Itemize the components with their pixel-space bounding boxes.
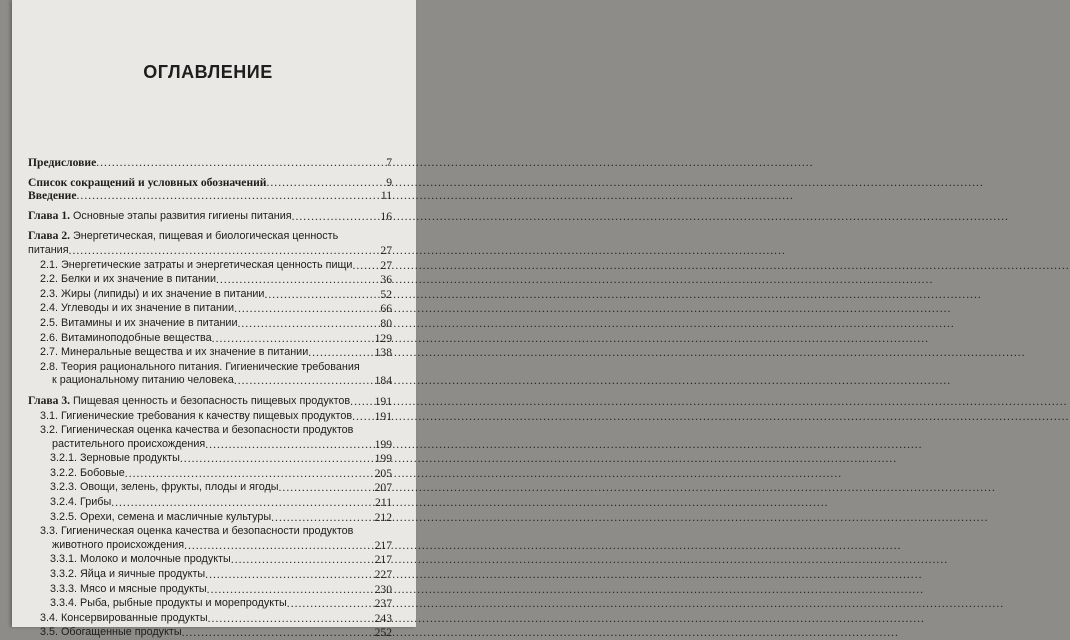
- toc-entry[interactable]: [28, 189, 392, 203]
- dot-leader: [69, 244, 380, 258]
- toc-entry-title: 3.2. Гигиеническая оценка качества и безопасности продуктов: [40, 424, 354, 437]
- toc-entry-title-continued: животного происхождения: [52, 538, 185, 551]
- toc-entry-title: Список сокращений и условных обозначений: [28, 175, 267, 189]
- toc-page-number: 199: [374, 452, 392, 466]
- toc-entry[interactable]: [28, 345, 392, 360]
- toc-entry-title: 2.3. Жиры (липиды) и их значение в питании: [40, 287, 265, 300]
- toc-entry-title: 3.4. Консервированные продукты: [40, 611, 208, 624]
- toc-entry-title: Предисловие: [28, 156, 97, 169]
- dot-leader: [267, 176, 386, 190]
- toc-page-number: 184: [374, 374, 392, 388]
- dot-leader: [292, 210, 380, 224]
- toc-page-number: 66: [380, 302, 392, 316]
- toc-entry[interactable]: [28, 582, 392, 597]
- toc-entry[interactable]: [28, 176, 392, 190]
- toc-page-number: 211: [375, 496, 392, 510]
- dot-leader: [234, 302, 379, 316]
- toc-page-number: 16: [380, 209, 392, 223]
- toc-entry[interactable]: [28, 394, 392, 409]
- toc-entry[interactable]: [28, 552, 392, 567]
- toc-entry-title-continued: растительного происхождения: [52, 437, 206, 450]
- toc-entry-title: 3.3.2. Яйца и яичные продукты: [50, 568, 206, 581]
- toc-entry[interactable]: [28, 451, 392, 466]
- dot-leader: [77, 189, 380, 203]
- toc-page-number: 217: [374, 553, 392, 567]
- toc-entry[interactable]: [28, 272, 392, 287]
- chapter-number: Глава 3.: [28, 393, 71, 407]
- dot-leader: [182, 626, 374, 640]
- toc-entry-title: 3.2.1. Зерновые продукты: [50, 452, 180, 465]
- toc-page-number: 212: [374, 510, 392, 524]
- toc-entry[interactable]: [28, 625, 392, 640]
- toc-entry-title: 3.2.4. Грибы: [50, 496, 112, 509]
- toc-entry-title: 3.1. Гигиенические требования к качеству пищевых продуктов: [40, 409, 353, 422]
- toc-entry[interactable]: [28, 524, 392, 552]
- toc-page-number: 138: [374, 346, 392, 360]
- toc-page-number: 52: [380, 287, 392, 301]
- toc-entry[interactable]: [28, 316, 392, 331]
- toc-page-number: 205: [374, 466, 392, 480]
- toc-entry-title: Основные этапы развития гигиены питания: [70, 209, 292, 222]
- toc-entry-title: 2.1. Энергетические затраты и энергетическая ценность пищи: [40, 258, 353, 271]
- toc-entry[interactable]: [28, 409, 392, 424]
- toc-entry[interactable]: [28, 567, 392, 582]
- toc-entry-title-continued: питания: [28, 243, 69, 256]
- toc-page-number: 80: [380, 316, 392, 330]
- toc-entry[interactable]: [28, 466, 392, 481]
- dot-leader: [279, 481, 374, 495]
- toc-entry-title: 3.2.2. Бобовые: [50, 466, 125, 479]
- dot-leader: [125, 467, 374, 481]
- toc-entry[interactable]: [28, 510, 392, 525]
- dot-leader: [287, 597, 374, 611]
- dot-leader: [234, 374, 374, 388]
- toc-page-number: 252: [374, 626, 392, 640]
- dot-leader: [350, 395, 373, 409]
- toc-entry[interactable]: [28, 331, 392, 346]
- toc-page-number: 129: [374, 331, 392, 345]
- toc-page-number: 230: [374, 582, 392, 596]
- dot-leader: [352, 259, 379, 273]
- toc-entry[interactable]: [28, 301, 392, 316]
- toc-entry-title: 3.5. Обогащенные продукты: [40, 626, 182, 639]
- toc-entry-title: 3.2.5. Орехи, семена и масличные культуры: [50, 510, 272, 523]
- toc-entry-title: 3.2.3. Овощи, зелень, фрукты, плоды и ягоды: [50, 481, 279, 494]
- dot-leader: [237, 317, 379, 331]
- toc-page-number: 7: [386, 156, 392, 169]
- toc-entry-title: Пищевая ценность и безопасность пищевых продуктов: [70, 394, 351, 407]
- toc-entry[interactable]: [28, 229, 392, 257]
- toc-page-number: 217: [374, 538, 392, 552]
- toc-page-number: 191: [374, 394, 392, 408]
- toc-entry-title: Введение: [28, 189, 77, 203]
- toc-entry-title: 3.3.1. Молоко и молочные продукты: [50, 553, 231, 566]
- dot-leader: [184, 539, 374, 553]
- page-title: ОГЛАВЛЕНИЕ: [143, 62, 273, 82]
- toc-entry-title-continued: к рациональному питанию человека: [52, 374, 234, 387]
- dot-leader: [207, 583, 374, 597]
- toc-page-number: 243: [374, 611, 392, 625]
- chapter-number: Глава 2.: [28, 229, 71, 243]
- toc-page-number: 27: [380, 243, 392, 257]
- toc-entry-title: 2.5. Витамины и их значение в питании: [40, 316, 238, 329]
- toc-entry[interactable]: [28, 596, 392, 611]
- toc-entry[interactable]: [28, 287, 392, 302]
- toc-entry[interactable]: [28, 156, 392, 170]
- dot-leader: [208, 612, 374, 626]
- table-of-contents: [28, 156, 392, 640]
- toc-entry[interactable]: [28, 209, 392, 224]
- dot-leader: [111, 496, 374, 510]
- toc-page-number: 9: [386, 175, 392, 189]
- toc-entry-title: Энергетическая, пищевая и биологическая ценность: [70, 230, 339, 243]
- toc-entry-title: 3.3.3. Мясо и мясные продукты: [50, 582, 207, 595]
- dot-leader: [216, 273, 379, 287]
- dot-leader: [308, 346, 373, 360]
- dot-leader: [180, 452, 374, 466]
- toc-entry-title: 2.6. Витаминоподобные вещества: [40, 331, 212, 344]
- toc-page-number: 36: [380, 273, 392, 287]
- toc-entry-title: 3.3. Гигиеническая оценка качества и безопасности продуктов: [40, 525, 354, 538]
- toc-page-number: 27: [380, 258, 392, 272]
- toc-entry[interactable]: [28, 258, 392, 273]
- toc-entry[interactable]: [28, 611, 392, 626]
- dot-leader: [264, 288, 379, 302]
- toc-entry-title: 2.8. Теория рационального питания. Гигиенические требования: [40, 360, 360, 373]
- toc-page-number: 237: [374, 597, 392, 611]
- toc-entry[interactable]: [28, 423, 392, 451]
- toc-entry-title: 2.4. Углеводы и их значение в питании: [40, 302, 235, 315]
- dot-leader: [205, 568, 373, 582]
- dot-leader: [212, 332, 374, 346]
- toc-entry-title: 2.2. Белки и их значение в питании: [40, 273, 217, 286]
- toc-page-number: 227: [374, 568, 392, 582]
- dot-leader: [205, 438, 373, 452]
- toc-page-number: 11: [380, 189, 392, 203]
- chapter-number: Глава 1.: [28, 208, 71, 222]
- toc-page-number: 207: [374, 481, 392, 495]
- dot-leader: [352, 410, 374, 424]
- toc-page-number: 199: [374, 437, 392, 451]
- dot-leader: [231, 553, 374, 567]
- toc-page-number: 191: [374, 409, 392, 423]
- toc-entry-title: 3.3.4. Рыба, рыбные продукты и морепродукты: [50, 597, 287, 610]
- dot-leader: [271, 511, 373, 525]
- toc-entry[interactable]: [28, 480, 392, 495]
- toc-entry[interactable]: [28, 495, 392, 510]
- toc-entry[interactable]: [28, 360, 392, 388]
- toc-entry-title: 2.7. Минеральные вещества и их значение в питании: [40, 346, 309, 359]
- dot-leader: [96, 156, 385, 170]
